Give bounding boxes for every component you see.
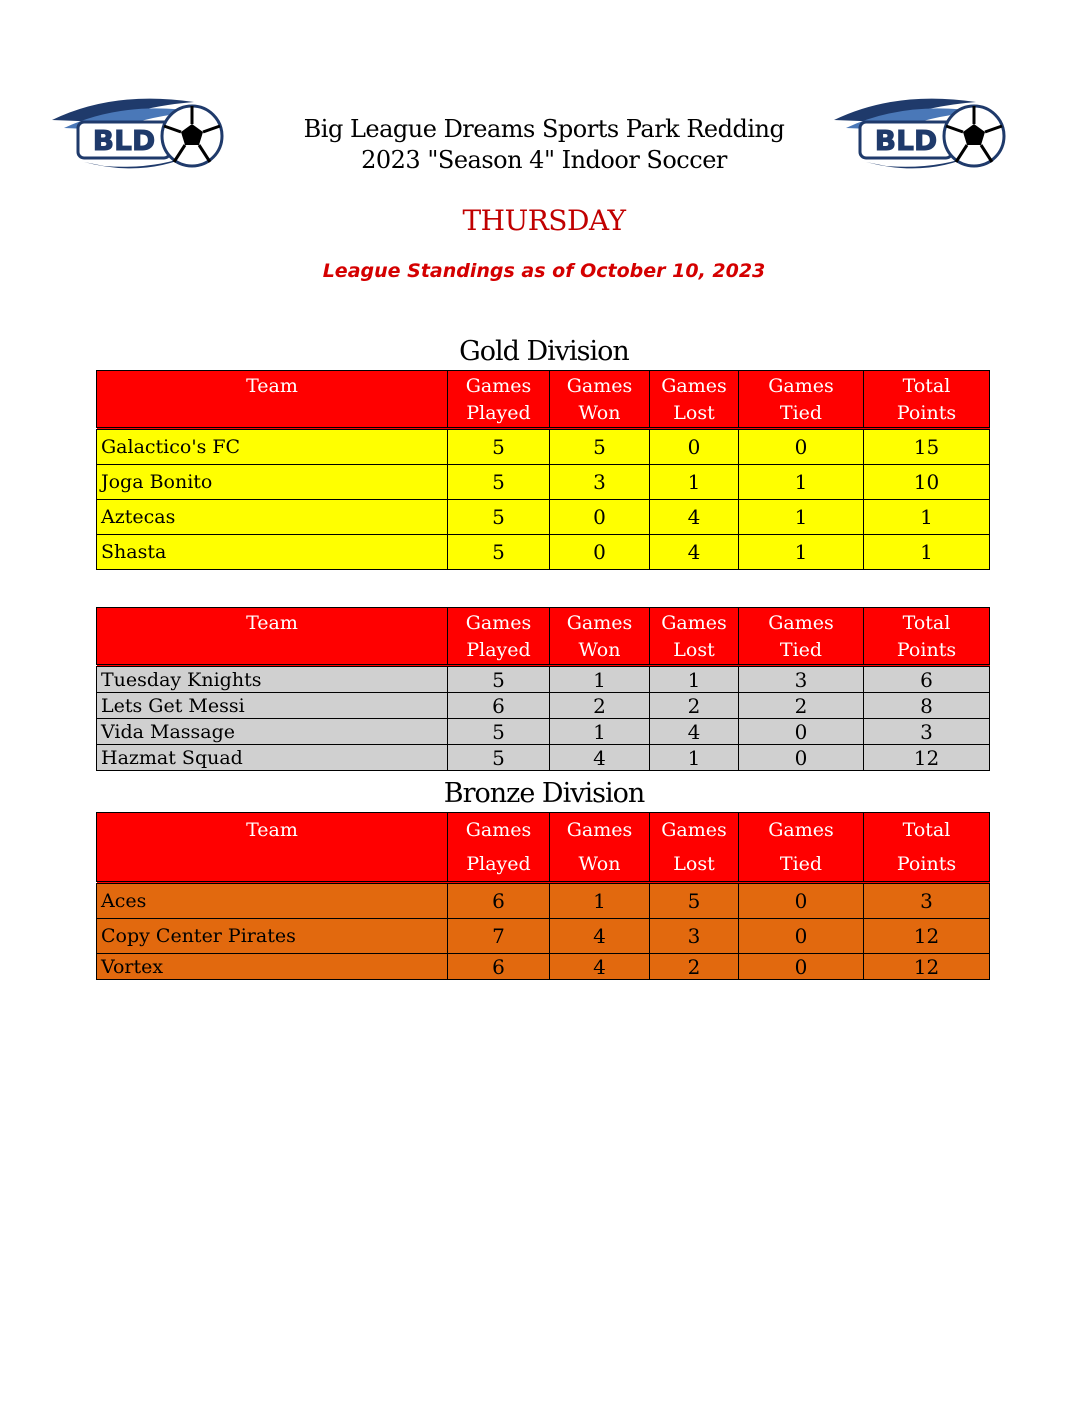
bronze-standings-table xyxy=(96,812,990,980)
col-tied: Games Tied xyxy=(739,608,864,666)
silver-standings-table xyxy=(96,607,990,771)
games-tied: 2 xyxy=(739,693,864,719)
games-played: 5 xyxy=(448,535,550,570)
games-played: 5 xyxy=(448,465,550,500)
games-lost: 5 xyxy=(650,883,739,919)
table-row xyxy=(97,429,990,465)
team-name: Vortex xyxy=(97,954,448,980)
team-name: Galactico's FC xyxy=(97,429,448,465)
games-won: 0 xyxy=(550,500,650,535)
total-points: 12 xyxy=(864,745,990,771)
games-played: 5 xyxy=(448,429,550,465)
page-subtitle: 2023 "Season 4" Indoor Soccer xyxy=(361,146,727,174)
games-lost: 4 xyxy=(650,535,739,570)
team-name: Copy Center Pirates xyxy=(97,919,448,954)
games-won: 4 xyxy=(550,745,650,771)
games-won: 2 xyxy=(550,693,650,719)
games-played: 5 xyxy=(448,666,550,693)
games-lost: 1 xyxy=(650,465,739,500)
games-lost: 4 xyxy=(650,500,739,535)
games-played: 6 xyxy=(448,693,550,719)
games-won: 4 xyxy=(550,954,650,980)
col-team: Team xyxy=(97,813,448,883)
games-tied: 0 xyxy=(739,745,864,771)
total-points: 12 xyxy=(864,954,990,980)
table-row xyxy=(97,745,990,771)
col-played: Games Played xyxy=(448,813,550,883)
page-title: Big League Dreams Sports Park Redding xyxy=(303,115,785,143)
games-tied: 0 xyxy=(739,429,864,465)
team-name: Aces xyxy=(97,883,448,919)
team-name: Shasta xyxy=(97,535,448,570)
games-lost: 4 xyxy=(650,719,739,745)
col-won: Games Won xyxy=(550,371,650,429)
games-played: 5 xyxy=(448,719,550,745)
games-tied: 1 xyxy=(739,500,864,535)
total-points: 15 xyxy=(864,429,990,465)
games-tied: 1 xyxy=(739,535,864,570)
col-points: Total Points xyxy=(864,813,990,883)
games-played: 6 xyxy=(448,954,550,980)
col-team: Team xyxy=(97,371,448,429)
team-name: Vida Massage xyxy=(97,719,448,745)
team-name: Hazmat Squad xyxy=(97,745,448,771)
total-points: 1 xyxy=(864,500,990,535)
col-played: Games Played xyxy=(448,608,550,666)
games-lost: 1 xyxy=(650,745,739,771)
table-row xyxy=(97,883,990,919)
games-tied: 0 xyxy=(739,954,864,980)
games-won: 4 xyxy=(550,919,650,954)
games-lost: 2 xyxy=(650,954,739,980)
games-won: 5 xyxy=(550,429,650,465)
table-row xyxy=(97,500,990,535)
col-team: Team xyxy=(97,608,448,666)
total-points: 12 xyxy=(864,919,990,954)
games-lost: 2 xyxy=(650,693,739,719)
games-played: 7 xyxy=(448,919,550,954)
col-lost: Games Lost xyxy=(650,371,739,429)
table-row xyxy=(97,666,990,693)
games-tied: 1 xyxy=(739,465,864,500)
day-heading: THURSDAY xyxy=(462,204,626,237)
games-played: 5 xyxy=(448,745,550,771)
table-row xyxy=(97,919,990,954)
logo-text: BLD xyxy=(874,124,938,157)
total-points: 6 xyxy=(864,666,990,693)
games-tied: 3 xyxy=(739,666,864,693)
total-points: 10 xyxy=(864,465,990,500)
table-row xyxy=(97,693,990,719)
table-row xyxy=(97,465,990,500)
games-lost: 1 xyxy=(650,666,739,693)
games-won: 1 xyxy=(550,719,650,745)
table-row xyxy=(97,535,990,570)
col-played: Games Played xyxy=(448,371,550,429)
games-won: 1 xyxy=(550,666,650,693)
games-lost: 0 xyxy=(650,429,739,465)
bronze-division-title: Bronze Division xyxy=(443,778,645,809)
games-played: 6 xyxy=(448,883,550,919)
logo-text: BLD xyxy=(92,124,156,157)
col-tied: Games Tied xyxy=(739,813,864,883)
total-points: 3 xyxy=(864,719,990,745)
team-name: Tuesday Knights xyxy=(97,666,448,693)
total-points: 8 xyxy=(864,693,990,719)
games-played: 5 xyxy=(448,500,550,535)
col-won: Games Won xyxy=(550,813,650,883)
games-lost: 3 xyxy=(650,919,739,954)
games-tied: 0 xyxy=(739,883,864,919)
team-name: Lets Get Messi xyxy=(97,693,448,719)
team-name: Joga Bonito xyxy=(97,465,448,500)
col-lost: Games Lost xyxy=(650,608,739,666)
games-tied: 0 xyxy=(739,919,864,954)
games-won: 1 xyxy=(550,883,650,919)
table-row xyxy=(97,719,990,745)
col-tied: Games Tied xyxy=(739,371,864,429)
gold-division-title: Gold Division xyxy=(459,336,629,367)
col-points: Total Points xyxy=(864,608,990,666)
gold-standings-table xyxy=(96,370,990,570)
games-tied: 0 xyxy=(739,719,864,745)
table-row xyxy=(97,954,990,980)
games-won: 0 xyxy=(550,535,650,570)
team-name: Aztecas xyxy=(97,500,448,535)
games-won: 3 xyxy=(550,465,650,500)
col-won: Games Won xyxy=(550,608,650,666)
col-lost: Games Lost xyxy=(650,813,739,883)
standings-date: League Standings as of October 10, 2023 xyxy=(322,260,766,282)
total-points: 3 xyxy=(864,883,990,919)
col-points: Total Points xyxy=(864,371,990,429)
total-points: 1 xyxy=(864,535,990,570)
